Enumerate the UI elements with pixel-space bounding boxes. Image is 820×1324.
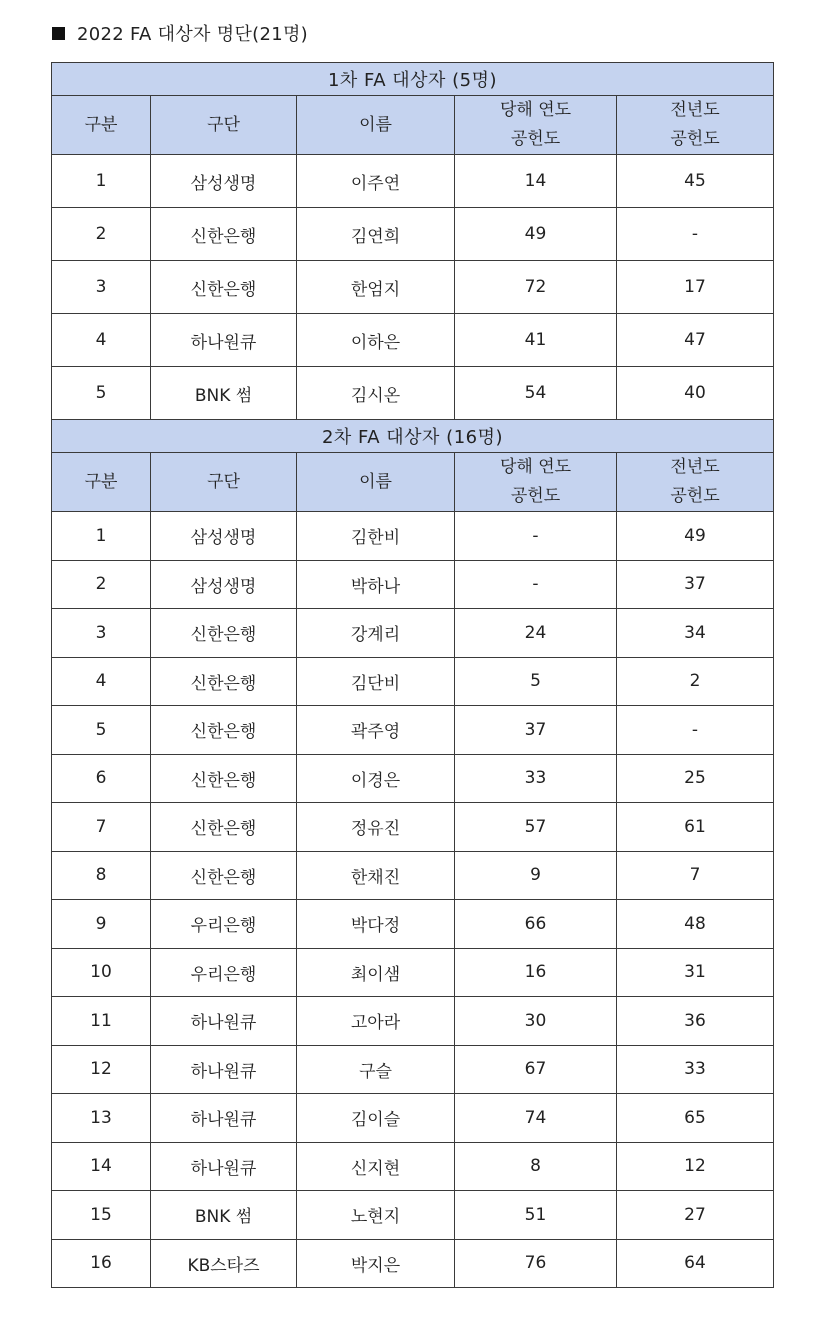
row-number: 1 [52,512,151,561]
table-row [52,1191,774,1240]
table-row [52,512,774,561]
team-cell: BNK 썸 [151,367,297,420]
team-cell: 우리은행 [151,900,297,949]
previous-contribution-cell: 7 [617,851,774,900]
current-contribution-cell: 67 [455,1045,617,1094]
team-cell: KB스타즈 [151,1239,297,1288]
player-name-cell: 이주연 [297,155,455,208]
previous-contribution-cell: 40 [617,367,774,420]
current-contribution-cell: 41 [455,314,617,367]
row-number: 14 [52,1142,151,1191]
table-row [52,1142,774,1191]
table-row [52,1239,774,1288]
previous-contribution-cell: 34 [617,609,774,658]
fa-table-body [52,63,774,1288]
player-name-cell: 신지현 [297,1142,455,1191]
row-number: 7 [52,803,151,852]
header-current-contribution-line1: 당해 연도 [499,100,572,120]
player-name-cell: 김연희 [297,208,455,261]
previous-contribution-cell: 31 [617,948,774,997]
document-title [52,20,308,46]
row-number: 12 [52,1045,151,1094]
fa-list-table [51,62,774,1288]
row-number: 15 [52,1191,151,1240]
player-name-cell: 이하은 [297,314,455,367]
previous-contribution-cell: 61 [617,803,774,852]
previous-contribution-cell: 12 [617,1142,774,1191]
current-contribution-cell: 5 [455,657,617,706]
header-current-contribution [455,453,617,512]
previous-contribution-cell: - [617,208,774,261]
previous-contribution-cell: 48 [617,900,774,949]
player-name-cell: 박다정 [297,900,455,949]
player-name-cell: 한엄지 [297,261,455,314]
team-cell: 신한은행 [151,754,297,803]
player-name-cell: 김이슬 [297,1094,455,1143]
team-cell: 하나원큐 [151,1094,297,1143]
previous-contribution-cell: 49 [617,512,774,561]
row-number: 5 [52,706,151,755]
row-number: 4 [52,314,151,367]
player-name-cell: 한채진 [297,851,455,900]
previous-contribution-cell: - [617,706,774,755]
table-row [52,609,774,658]
previous-contribution-cell: 64 [617,1239,774,1288]
column-header-row [52,453,774,512]
player-name-cell: 김한비 [297,512,455,561]
current-contribution-cell: 14 [455,155,617,208]
header-name: 이름 [297,96,455,155]
row-number: 2 [52,560,151,609]
table-row [52,803,774,852]
column-header-row [52,96,774,155]
team-cell: 신한은행 [151,208,297,261]
header-previous-contribution-line2: 공헌도 [670,129,720,149]
previous-contribution-cell: 65 [617,1094,774,1143]
header-current-contribution-line2: 공헌도 [510,129,561,149]
team-cell: 우리은행 [151,948,297,997]
team-cell: 신한은행 [151,657,297,706]
row-number: 3 [52,261,151,314]
previous-contribution-cell: 33 [617,1045,774,1094]
header-current-contribution-line1: 당해 연도 [499,457,572,477]
row-number: 9 [52,900,151,949]
section-title: 1차 FA 대상자 (5명) [52,63,774,96]
square-bullet-icon [52,27,65,40]
table-row [52,261,774,314]
header-team: 구단 [151,453,297,512]
previous-contribution-cell: 2 [617,657,774,706]
team-cell: 신한은행 [151,261,297,314]
player-name-cell: 박하나 [297,560,455,609]
team-cell: 하나원큐 [151,1142,297,1191]
table-row [52,754,774,803]
player-name-cell: 최이샘 [297,948,455,997]
current-contribution-cell: 74 [455,1094,617,1143]
current-contribution-cell: 37 [455,706,617,755]
team-cell: 삼성생명 [151,155,297,208]
player-name-cell: 김시온 [297,367,455,420]
current-contribution-cell: 16 [455,948,617,997]
current-contribution-cell: 54 [455,367,617,420]
previous-contribution-cell: 27 [617,1191,774,1240]
header-previous-contribution [617,96,774,155]
row-number: 10 [52,948,151,997]
current-contribution-cell: 49 [455,208,617,261]
header-previous-contribution-line2: 공헌도 [670,486,720,506]
table-row [52,851,774,900]
team-cell: 하나원큐 [151,314,297,367]
header-previous-contribution-line1: 전년도 [670,457,720,477]
current-contribution-cell: 51 [455,1191,617,1240]
team-cell: 하나원큐 [151,1045,297,1094]
player-name-cell: 정유진 [297,803,455,852]
team-cell: 삼성생명 [151,560,297,609]
table-row [52,1094,774,1143]
document-title-text: 2022 FA 대상자 명단(21명) [77,24,308,45]
row-number: 3 [52,609,151,658]
row-number: 4 [52,657,151,706]
header-previous-contribution [617,453,774,512]
previous-contribution-cell: 36 [617,997,774,1046]
row-number: 6 [52,754,151,803]
team-cell: 신한은행 [151,851,297,900]
header-current-contribution-line2: 공헌도 [510,486,561,506]
player-name-cell: 노현지 [297,1191,455,1240]
player-name-cell: 김단비 [297,657,455,706]
header-team: 구단 [151,96,297,155]
table-row [52,367,774,420]
table-row [52,657,774,706]
previous-contribution-cell: 17 [617,261,774,314]
table-row [52,155,774,208]
header-current-contribution [455,96,617,155]
row-number: 11 [52,997,151,1046]
table-row [52,560,774,609]
table-row [52,900,774,949]
player-name-cell: 곽주영 [297,706,455,755]
team-cell: 하나원큐 [151,997,297,1046]
player-name-cell: 구슬 [297,1045,455,1094]
previous-contribution-cell: 37 [617,560,774,609]
current-contribution-cell: - [455,512,617,561]
row-number: 5 [52,367,151,420]
current-contribution-cell: 33 [455,754,617,803]
row-number: 1 [52,155,151,208]
row-number: 8 [52,851,151,900]
previous-contribution-cell: 45 [617,155,774,208]
current-contribution-cell: 8 [455,1142,617,1191]
player-name-cell: 강계리 [297,609,455,658]
section-title: 2차 FA 대상자 (16명) [52,420,774,453]
player-name-cell: 박지은 [297,1239,455,1288]
team-cell: BNK 썸 [151,1191,297,1240]
current-contribution-cell: 72 [455,261,617,314]
section-title-row [52,63,774,96]
table-row [52,208,774,261]
team-cell: 신한은행 [151,609,297,658]
previous-contribution-cell: 25 [617,754,774,803]
header-division: 구분 [52,453,151,512]
row-number: 16 [52,1239,151,1288]
header-division: 구분 [52,96,151,155]
previous-contribution-cell: 47 [617,314,774,367]
row-number: 13 [52,1094,151,1143]
team-cell: 신한은행 [151,706,297,755]
row-number: 2 [52,208,151,261]
table-row [52,948,774,997]
team-cell: 삼성생명 [151,512,297,561]
current-contribution-cell: 30 [455,997,617,1046]
table-row [52,314,774,367]
player-name-cell: 이경은 [297,754,455,803]
table-row [52,706,774,755]
team-cell: 신한은행 [151,803,297,852]
section-title-row [52,420,774,453]
current-contribution-cell: 24 [455,609,617,658]
current-contribution-cell: 57 [455,803,617,852]
table-row [52,997,774,1046]
current-contribution-cell: 66 [455,900,617,949]
header-previous-contribution-line1: 전년도 [670,100,720,120]
current-contribution-cell: - [455,560,617,609]
player-name-cell: 고아라 [297,997,455,1046]
table-row [52,1045,774,1094]
current-contribution-cell: 9 [455,851,617,900]
header-name: 이름 [297,453,455,512]
current-contribution-cell: 76 [455,1239,617,1288]
